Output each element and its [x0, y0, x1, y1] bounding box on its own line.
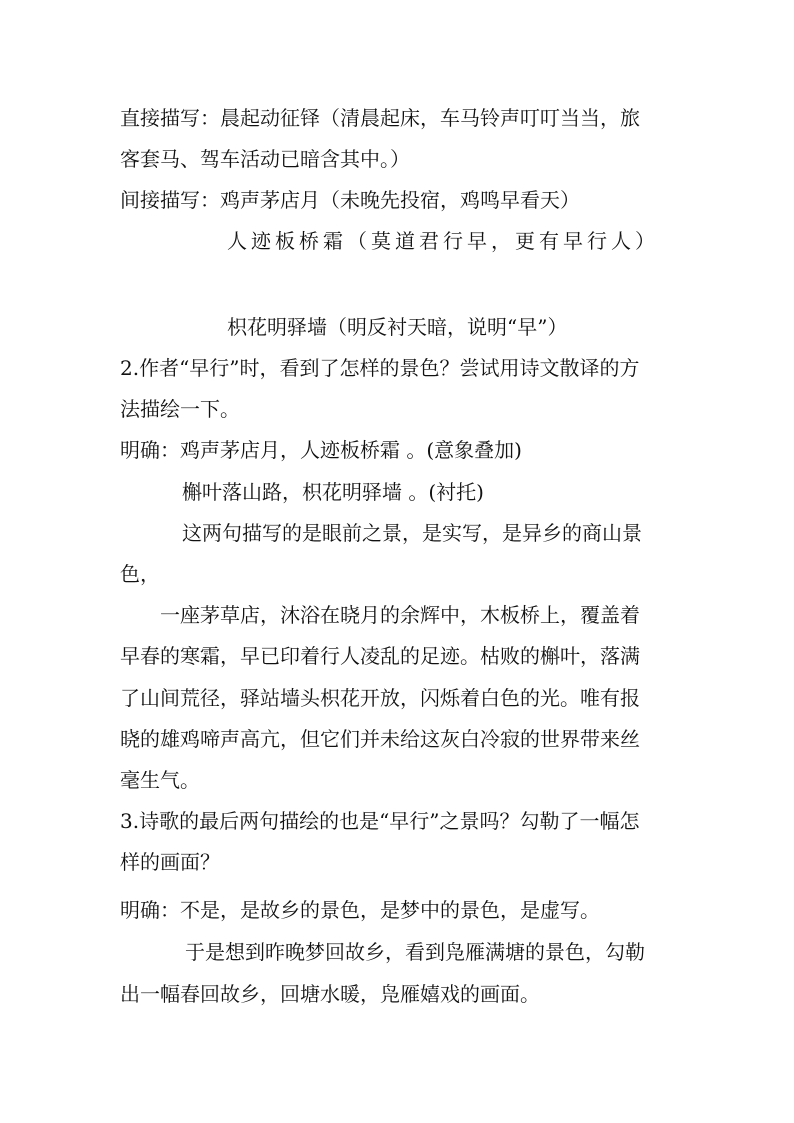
question-3: 3.诗歌的最后两句描绘的也是“早行”之景吗？勾勒了一幅怎 [120, 809, 640, 833]
text-line: 毫生气。 [120, 768, 200, 792]
answer-line: 明确：鸡声茅店月，人迹板桥霜 。(意象叠加) [120, 438, 522, 462]
text-line: 样的画面？ [120, 850, 220, 874]
text-line: 一座茅草店，沐浴在晓月的余辉中，木板桥上，覆盖着 [160, 603, 640, 627]
answer-line: 明确：不是，是故乡的景色，是梦中的景色，是虚写。 [120, 898, 600, 922]
question-2: 2.作者“早行”时，看到了怎样的景色？尝试用诗文散译的方 [120, 356, 640, 380]
text-line: 槲叶落山路，枳花明驿墙 。(衬托) [182, 480, 484, 504]
text-line: 于是想到昨晚梦回故乡，看到凫雁满塘的景色，勾勒 [185, 940, 645, 964]
text-line: 出一幅春回故乡，回塘水暖，凫雁嬉戏的画面。 [120, 982, 540, 1006]
text-line: 早春的寒霜，早已印着行人凌乱的足迹。枯败的槲叶，落满 [120, 644, 640, 668]
text-line: 了山间荒径，驿站墙头枳花开放，闪烁着白色的光。唯有报 [120, 686, 640, 710]
text-line: 人迹板桥霜（莫道君行早，更有早行人） [227, 229, 659, 253]
text-line: 法描绘一下。 [120, 397, 240, 421]
text-line: 间接描写：鸡声茅店月（未晚先投宿，鸡鸣早看天） [120, 188, 580, 212]
text-line: 直接描写：晨起动征铎（清晨起床，车马铃声叮叮当当，旅 [120, 106, 640, 130]
text-line: 枳花明驿墙（明反衬天暗，说明“早”） [227, 315, 568, 339]
text-line: 客套马、驾车活动已暗含其中。） [120, 147, 410, 171]
text-line: 色， [120, 562, 160, 586]
text-line: 这两句描写的是眼前之景，是实写，是异乡的商山景 [182, 521, 642, 545]
text-line: 晓的雄鸡啼声高亢，但它们并未给这灰白冷寂的世界带来丝 [120, 727, 640, 751]
